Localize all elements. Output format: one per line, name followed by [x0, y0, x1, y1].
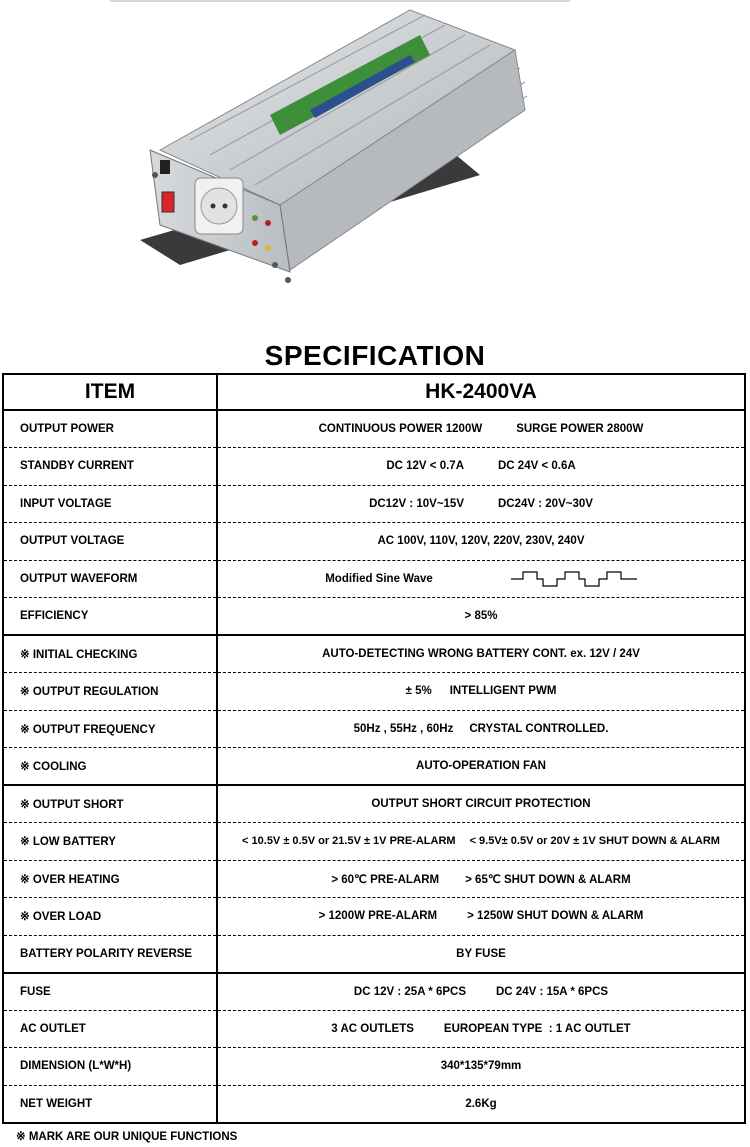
table-row: [3, 523, 745, 561]
specification-table: [2, 373, 746, 1124]
row-value: < 10.5V ± 0.5V or 21.5V ± 1V PRE-ALARM < 9.5V± 0.5V or 20V ± 1V SHUT DOWN & ALARM: [217, 823, 745, 861]
row-item: ※ OUTPUT SHORT: [3, 785, 217, 823]
row-item: ※ OVER LOAD: [3, 898, 217, 936]
row-value: 2.6Kg: [465, 1097, 497, 1110]
row-item: ※ COOLING: [3, 748, 217, 786]
table-row: [3, 935, 745, 973]
row-item: ※ OUTPUT REGULATION: [3, 673, 217, 711]
row-item: BATTERY POLARITY REVERSE: [3, 935, 217, 973]
header-item: ITEM: [3, 374, 217, 410]
row-value: AUTO-DETECTING WRONG BATTERY CONT. ex. 12V / 24V: [217, 635, 745, 673]
row-item: EFFICIENCY: [3, 598, 217, 636]
row-item: ※ OUTPUT FREQUENCY: [3, 710, 217, 748]
row-value: ± 5% INTELLIGENT PWM: [217, 673, 745, 711]
row-item: OUTPUT WAVEFORM: [3, 560, 217, 598]
row-item: ※ INITIAL CHECKING: [3, 635, 217, 673]
table-row: [3, 898, 745, 936]
row-item: AC OUTLET: [3, 1010, 217, 1048]
row-item: FUSE: [3, 973, 217, 1011]
table-row: [3, 410, 745, 448]
footnote: ※ MARK ARE OUR UNIQUE FUNCTIONS: [16, 1131, 238, 1143]
row-value: 3 AC OUTLETS EUROPEAN TYPE : 1 AC OUTLET: [217, 1010, 745, 1048]
table-row: [3, 785, 745, 823]
row-value: > 85%: [217, 598, 745, 636]
row-item: OUTPUT VOLTAGE: [3, 523, 217, 561]
waveform-label: Modified Sine Wave: [325, 572, 433, 585]
table-row: [3, 560, 745, 598]
row-value: DC 12V < 0.7A DC 24V < 0.6A: [217, 448, 745, 486]
table-row: [3, 448, 745, 486]
row-value: > 1200W PRE-ALARM > 1250W SHUT DOWN & ALARM: [217, 898, 745, 936]
table-row: [3, 598, 745, 636]
page-title: SPECIFICATION: [264, 340, 486, 371]
product-image-inverter: [120, 0, 550, 300]
row-item: NET WEIGHT: [3, 1085, 217, 1123]
row-item: STANDBY CURRENT: [3, 448, 217, 486]
table-row: [3, 1048, 745, 1086]
row-value: [217, 560, 745, 598]
row-value: 340*135*79mm: [217, 1048, 745, 1086]
row-item: ※ OVER HEATING: [3, 860, 217, 898]
row-item: OUTPUT POWER: [3, 410, 217, 448]
row-item: ※ LOW BATTERY: [3, 823, 217, 861]
row-value: DC 12V : 25A * 6PCS DC 24V : 15A * 6PCS: [217, 973, 745, 1011]
table-row: [3, 860, 745, 898]
row-item: DIMENSION (L*W*H): [3, 1048, 217, 1086]
table-row: [3, 485, 745, 523]
table-row: [3, 1085, 745, 1123]
table-row: [3, 635, 745, 673]
table-row: [3, 710, 745, 748]
table-row: [3, 673, 745, 711]
row-value: AUTO-OPERATION FAN: [217, 748, 745, 786]
row-value: AC 100V, 110V, 120V, 220V, 230V, 240V: [217, 523, 745, 561]
header-model: HK-2400VA: [217, 374, 745, 410]
row-value: > 60℃ PRE-ALARM > 65℃ SHUT DOWN & ALARM: [217, 860, 745, 898]
table-row: [3, 973, 745, 1011]
row-value: OUTPUT SHORT CIRCUIT PROTECTION: [217, 785, 745, 823]
table-row: [3, 748, 745, 786]
row-value: DC12V : 10V~15V DC24V : 20V~30V: [217, 485, 745, 523]
table-row: [3, 823, 745, 861]
table-row: [3, 1010, 745, 1048]
row-value: CONTINUOUS POWER 1200W SURGE POWER 2800W: [217, 410, 745, 448]
row-value: 50Hz , 55Hz , 60Hz CRYSTAL CONTROLLED.: [217, 710, 745, 748]
row-item: INPUT VOLTAGE: [3, 485, 217, 523]
row-value: BY FUSE: [217, 935, 745, 973]
modified-sine-wave-icon: [511, 569, 637, 589]
